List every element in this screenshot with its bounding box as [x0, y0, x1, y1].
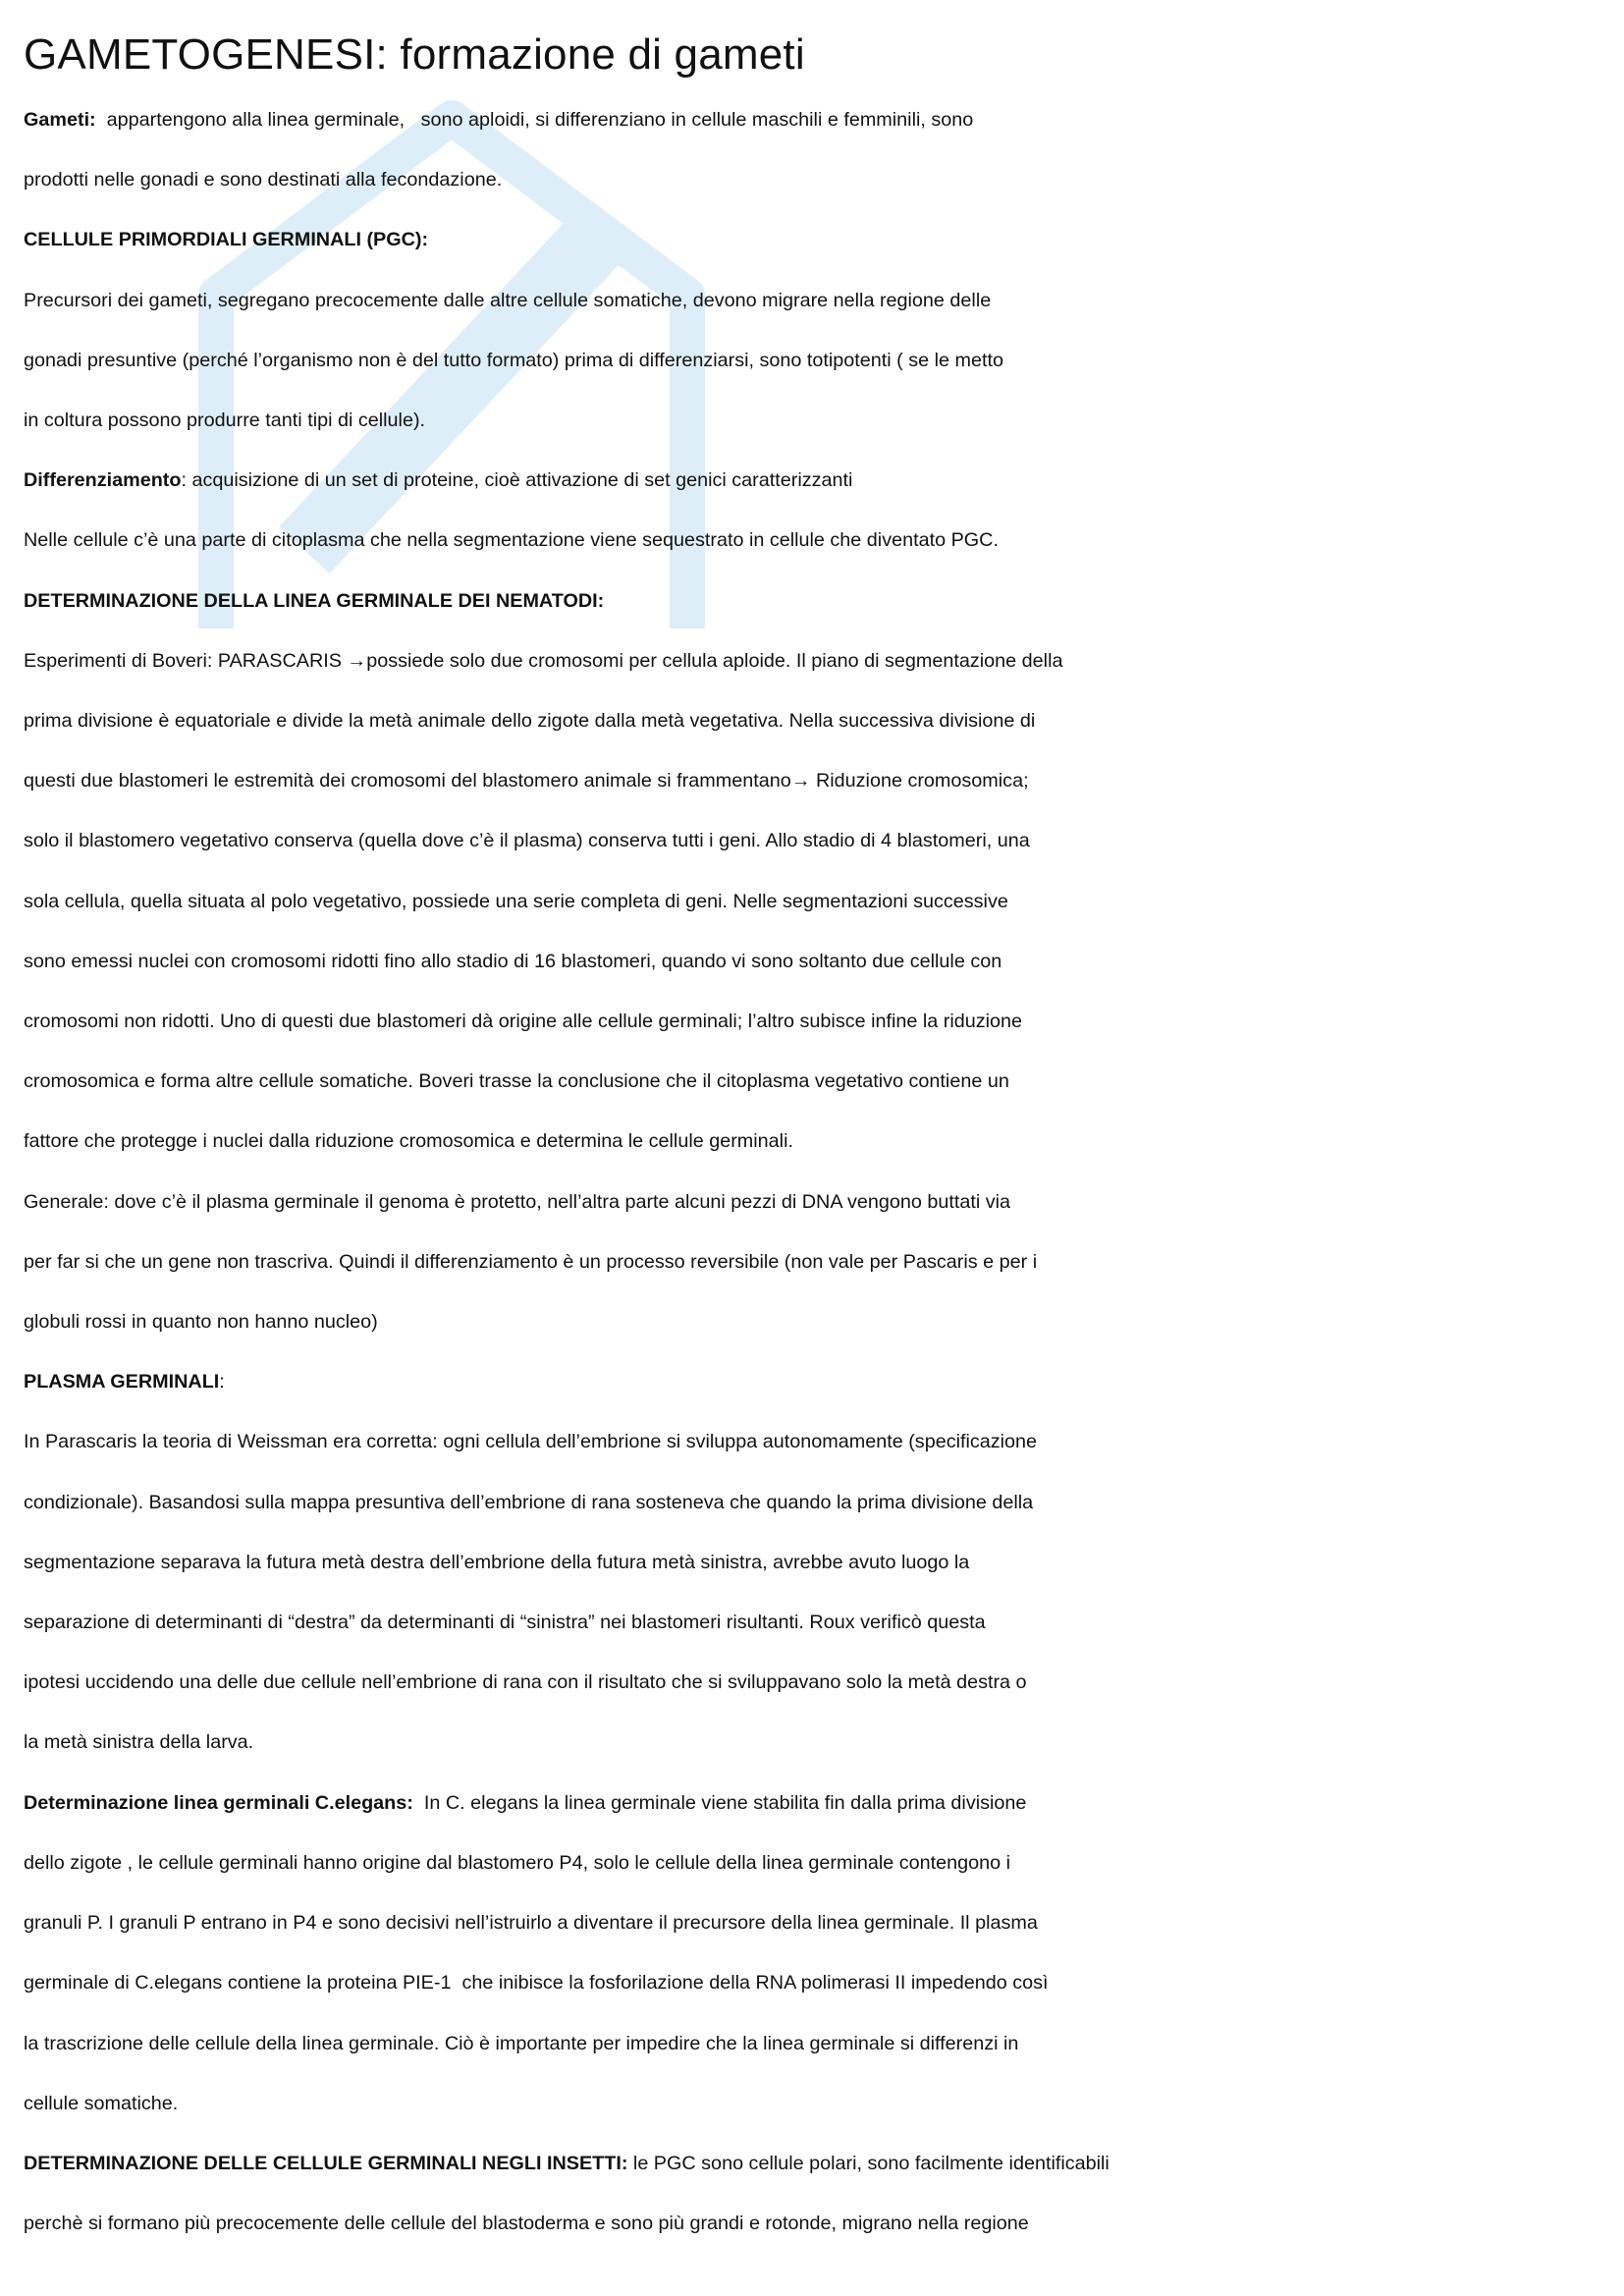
line-text: : — [219, 1371, 225, 1394]
line-text: Esperimenti di Boveri: PARASCARIS →possiede solo due cromosomi per cellula aploide. Il piano di segmentazione della — [24, 649, 1063, 672]
line-text: prima divisione è equatoriale e divide la metà animale dello zigote dalla metà vegetativa. Nella successiva divisione di — [24, 710, 1036, 733]
bold-heading: DETERMINAZIONE DELLE CELLULE GERMINALI NEGLI INSETTI: — [24, 2152, 628, 2174]
document-page — [24, 24, 1606, 2254]
text-line — [24, 1653, 1606, 1713]
text-line — [24, 2014, 1606, 2074]
line-text: questi due blastomeri le estremità dei cromosomi del blastomero animale si frammentano→ Riduzione cromosomica; — [24, 770, 1029, 793]
line-text: perchè si formano più precocemente delle cellule del blastoderma e sono più grandi e rotonde, migrano nella regione — [24, 2213, 1029, 2235]
text-line — [24, 1052, 1606, 1112]
text-line — [24, 1292, 1606, 1352]
text-line — [24, 1232, 1606, 1292]
text-line — [24, 992, 1606, 1052]
line-text: la trascrizione delle cellule della linea germinale. Ciò è importante per impedire che la linea germinale si differenzi in — [24, 2032, 1019, 2054]
text-line — [24, 1473, 1606, 1533]
text-line — [24, 691, 1606, 751]
text-line — [24, 872, 1606, 932]
line-text: segmentazione separava la futura metà destra dell’embrione della futura metà sinistra, avrebbe avuto luogo la — [24, 1551, 970, 1573]
line-text: prodotti nelle gonadi e sono destinati alla fecondazione. — [24, 169, 503, 191]
text-line — [24, 1112, 1606, 1172]
line-text: cromosomi non ridotti. Uno di questi due blastomeri dà origine alle cellule germinali; l’altro subisce infine la riduzione — [24, 1011, 1023, 1033]
bold-heading: CELLULE PRIMORDIALI GERMINALI (PGC): — [24, 229, 429, 251]
text-line — [24, 1352, 1606, 1412]
text-line — [24, 1893, 1606, 1953]
document-title: GAMETOGENESI: formazione di gameti — [24, 30, 805, 79]
text-line — [24, 271, 1606, 331]
line-text: : acquisizione di un set di proteine, cioè attivazione di set genici caratterizzanti — [181, 469, 853, 492]
bold-heading: Gameti: — [24, 109, 96, 131]
line-text: cellule somatiche. — [24, 2092, 179, 2114]
text-line — [24, 1412, 1606, 1472]
line-text: ipotesi uccidendo una delle due cellule nell’embrione di rana con il risultato che si sviluppavano solo la metà destra o — [24, 1671, 1027, 1694]
line-text: solo il blastomero vegetativo conserva (quella dove c’è il plasma) conserva tutti i geni. Allo stadio di 4 blastomeri, una — [24, 830, 1030, 852]
line-text: sola cellula, quella situata al polo vegetativo, possiede una serie completa di geni. Nelle segmentazioni successive — [24, 890, 1008, 912]
line-text: sono emessi nuclei con cromosomi ridotti fino allo stadio di 16 blastomeri, quando vi sono soltanto due cellule con — [24, 950, 1002, 972]
line-text: cromosomica e forma altre cellule somatiche. Boveri trasse la conclusione che il citoplasma vegetativo contiene un — [24, 1070, 1009, 1093]
text-line — [24, 331, 1606, 391]
text-line — [24, 2134, 1606, 2194]
text-line — [24, 751, 1606, 811]
text-line — [24, 391, 1606, 451]
line-text: le PGC sono cellule polari, sono facilmente identificabili — [627, 2152, 1110, 2174]
line-text: gonadi presuntive (perché l’organismo non è del tutto formato) prima di differenziarsi, sono totipotenti ( se le metto — [24, 349, 1004, 371]
text-line — [24, 631, 1606, 691]
line-text: la metà sinistra della larva. — [24, 1731, 254, 1754]
line-text: In Parascaris la teoria di Weissman era corretta: ogni cellula dell’embrione si sviluppa autonomamente (specificazione — [24, 1431, 1038, 1453]
text-line — [24, 511, 1606, 571]
document-body — [24, 90, 1606, 2254]
line-text: In C. elegans la linea germinale viene stabilita fin dalla prima divisione — [412, 1791, 1027, 1814]
text-line — [24, 2194, 1606, 2254]
line-text: fattore che protegge i nuclei dalla riduzione cromosomica e determina le cellule germinali. — [24, 1130, 793, 1153]
text-line — [24, 811, 1606, 871]
line-text: dello zigote , le cellule germinali hanno origine dal blastomero P4, solo le cellule della linea germinale contengono i — [24, 1851, 1011, 1874]
text-line — [24, 90, 1606, 150]
line-text: per far si che un gene non trascriva. Quindi il differenziamento è un processo reversibile (non vale per Pascaris e per i — [24, 1250, 1038, 1273]
text-line — [24, 150, 1606, 210]
line-text: Nelle cellule c’è una parte di citoplasma che nella segmentazione viene sequestrato in cellule che diventato PGC. — [24, 529, 999, 552]
text-line — [24, 2074, 1606, 2134]
line-text: in coltura possono produrre tanti tipi di cellule). — [24, 410, 426, 432]
text-line — [24, 451, 1606, 511]
text-line — [24, 572, 1606, 631]
bold-heading: Differenziamento — [24, 469, 182, 492]
bold-heading: PLASMA GERMINALI — [24, 1371, 220, 1394]
text-line — [24, 1173, 1606, 1232]
text-line — [24, 1953, 1606, 2013]
line-text: globuli rossi in quanto non hanno nucleo) — [24, 1311, 378, 1334]
text-line — [24, 1533, 1606, 1593]
bold-heading: DETERMINAZIONE DELLA LINEA GERMINALE DEI NEMATODI: — [24, 589, 605, 612]
line-text: Precursori dei gameti, segregano precocemente dalle altre cellule somatiche, devono migrare nella regione delle — [24, 289, 992, 311]
text-line — [24, 210, 1606, 270]
line-text: separazione di determinanti di “destra” da determinanti di “sinistra” nei blastomeri risultanti. Roux verificò questa — [24, 1612, 986, 1634]
text-line — [24, 1713, 1606, 1773]
line-text: condizionale). Basandosi sulla mappa presuntiva dell’embrione di rana sosteneva che quando la prima divisione della — [24, 1491, 1034, 1513]
bold-heading: Determinazione linea germinali C.elegans: — [24, 1791, 413, 1814]
line-text: appartengono alla linea germinale, sono aploidi, si differenziano in cellule maschili e femminili, sono — [95, 109, 974, 131]
text-line — [24, 932, 1606, 992]
text-line — [24, 1833, 1606, 1893]
line-text: granuli P. I granuli P entrano in P4 e sono decisivi nell’istruirlo a diventare il precursore della linea germinale. Il plasma — [24, 1912, 1038, 1935]
line-text: Generale: dove c’è il plasma germinale il genoma è protetto, nell’altra parte alcuni pezzi di DNA vengono buttati via — [24, 1190, 1011, 1213]
text-line — [24, 1593, 1606, 1653]
line-text: germinale di C.elegans contiene la proteina PIE-1 che inibisce la fosforilazione della RNA polimerasi II impedendo così — [24, 1972, 1049, 1995]
text-line — [24, 1774, 1606, 1833]
